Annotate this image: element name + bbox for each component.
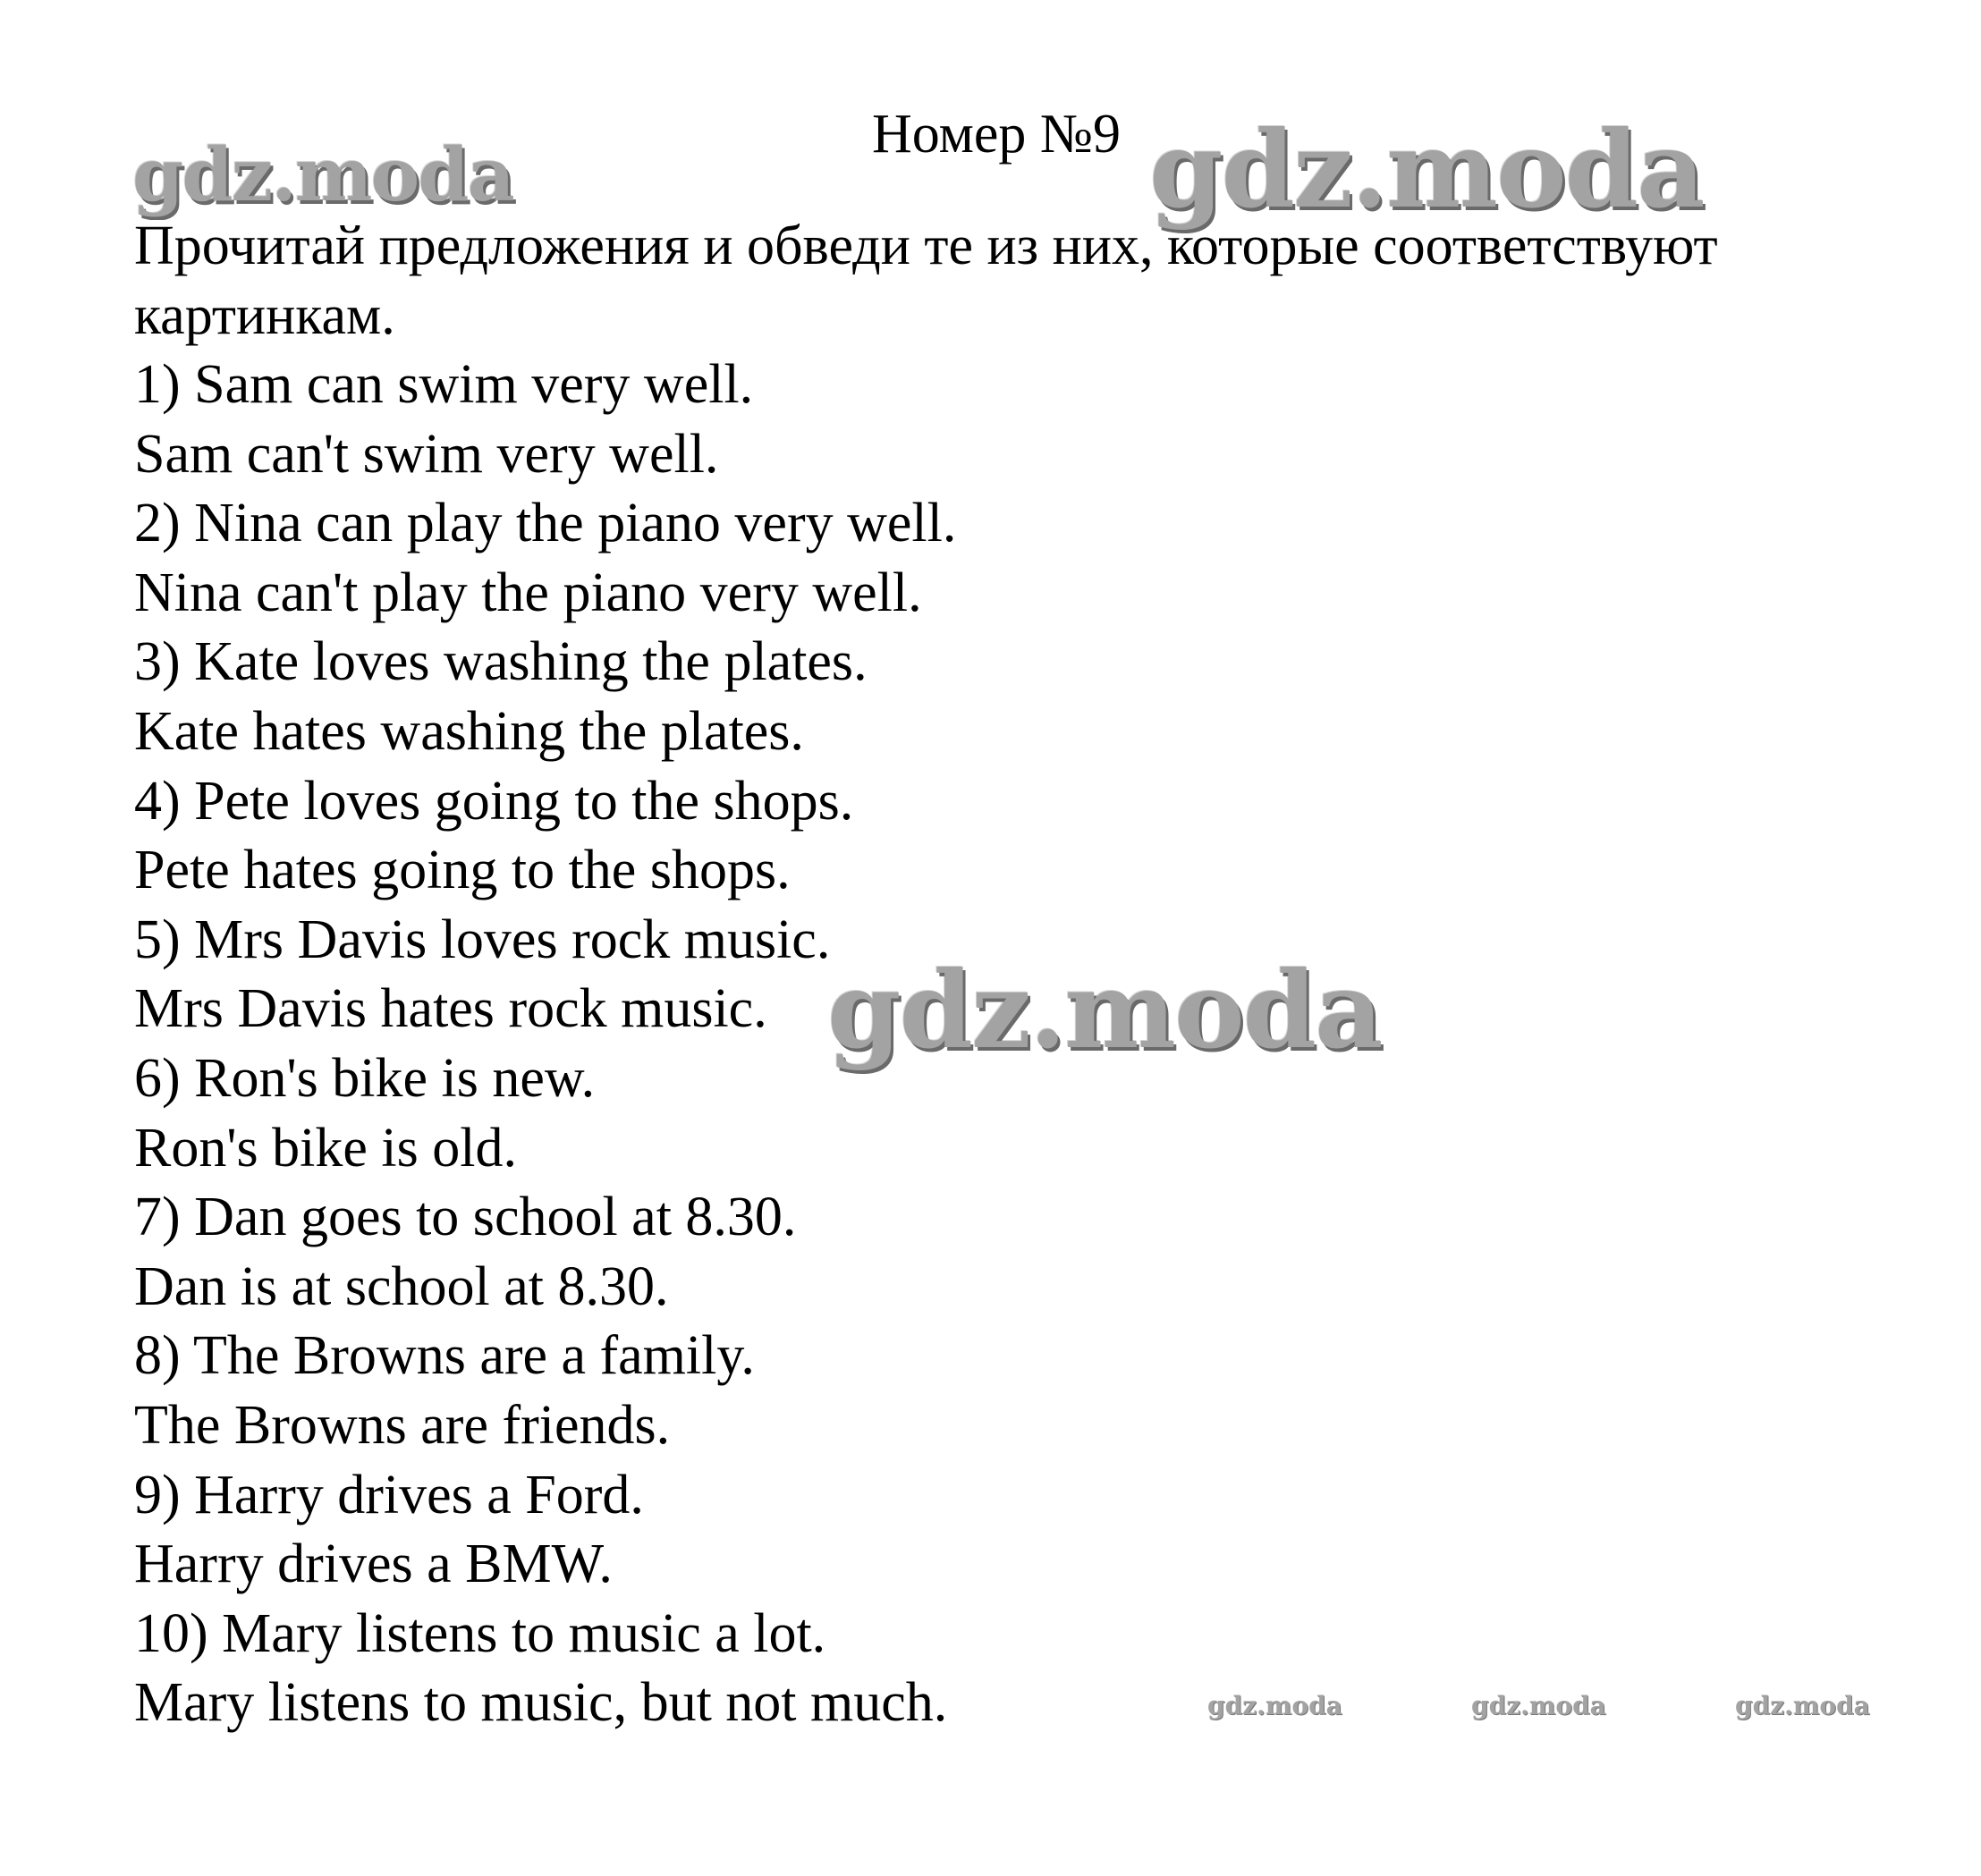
sentence-1b: Sam can't swim very well. [134,423,719,485]
sentence-9a: 9) Harry drives a Ford. [134,1464,644,1525]
sentence-5a: 5) Mrs Davis loves rock music. [134,908,831,970]
sentence-7b: Dan is at school at 8.30. [134,1255,669,1317]
sentence-4b: Pete hates going to the shops. [134,840,791,901]
sentence-5b: Mrs Davis hates rock music. [134,978,767,1040]
sentence-8a: 8) The Browns are a family. [134,1325,755,1387]
sentence-3a: 3) Kate loves washing the plates. [134,631,868,693]
watermark-logo: gdz.moda [1149,107,1704,232]
sentence-7a: 7) Dan goes to school at 8.30. [134,1187,797,1248]
sentence-6b: Ron's bike is old. [134,1117,517,1179]
sentence-2a: 2) Nina can play the piano very well. [134,493,957,554]
watermark-logo: gdz.moda [1735,1691,1870,1720]
sentence-1a: 1) Sam can swim very well. [134,354,754,415]
sentence-8b: The Browns are friends. [134,1394,671,1456]
sentence-3b: Kate hates washing the plates. [134,700,804,762]
watermark-logo: gdz.moda [1471,1691,1606,1720]
sentence-10a: 10) Mary listens to music a lot. [134,1602,826,1664]
sentence-4a: 4) Pete loves going to the shops. [134,770,854,832]
watermark-logo: gdz.moda [1207,1691,1342,1720]
instruction-text: Прочитай предложения и обведи те из них, которые соответствуют картинкам. [134,215,1718,346]
page-title: Номер №9 [872,104,1122,165]
sentence-10b: Mary listens to music, but not much. [134,1672,948,1734]
sentence-2b: Nina can't play the piano very well. [134,562,922,623]
watermark-logo: gdz.moda [827,948,1382,1072]
watermark-logo: gdz.moda [132,132,513,218]
sentence-6a: 6) Ron's bike is new. [134,1047,596,1109]
sentence-9b: Harry drives a BMW. [134,1534,613,1595]
